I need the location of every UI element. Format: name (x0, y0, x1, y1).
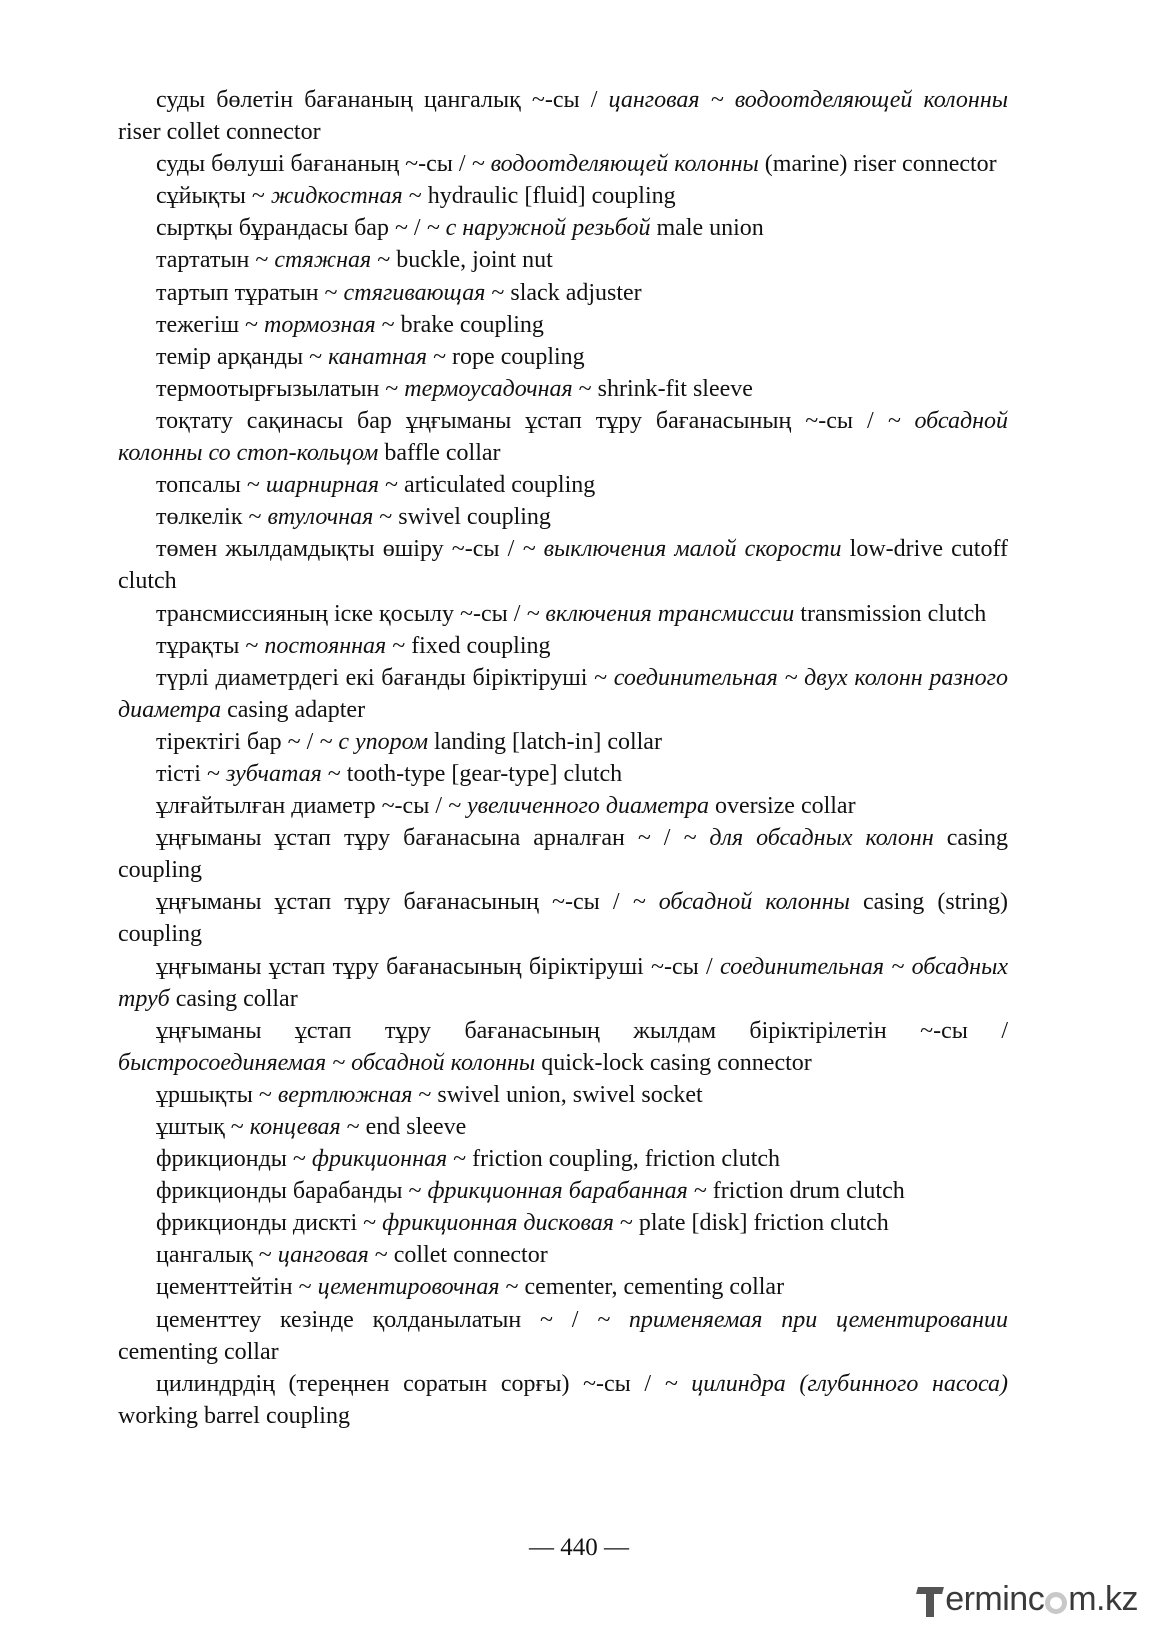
termincom-logo (917, 1580, 1138, 1619)
entry-russian-term: ~ применяемая при цементировании (597, 1306, 1009, 1333)
entry-kazakh-term: түрлі диаметрдегі екі бағанды біріктіруші ~ (156, 664, 614, 691)
entry-kazakh-term: ұңғыманы ұстап тұру бағанасына арналған ~ / (156, 825, 684, 852)
entry-english-term: ~ collet connector (368, 1242, 548, 1269)
dictionary-entry (118, 1143, 1008, 1175)
entry-kazakh-term: тартатын ~ (156, 247, 275, 274)
dictionary-entry (118, 148, 1008, 180)
entry-russian-term: ~ водоотделяющей колонны (471, 151, 759, 178)
entry-russian-term: фрикционная (311, 1146, 448, 1173)
entry-russian-term: стяжная (274, 247, 372, 274)
dictionary-entry (118, 373, 1008, 405)
entry-russian-term: концевая (249, 1114, 341, 1140)
dictionary-entry (118, 630, 1008, 662)
entry-russian-term: тормозная (264, 311, 376, 338)
logo-text-part2: m.kz (1068, 1580, 1138, 1618)
entry-kazakh-term: төмен жылдамдықты өшіру ~-сы / (156, 536, 523, 563)
entry-russian-term: термоусадочная (404, 375, 573, 402)
dictionary-entry (118, 309, 1008, 341)
dictionary-entry (118, 341, 1008, 373)
dictionary-entry (118, 1015, 1008, 1079)
dictionary-entry (118, 1079, 1008, 1111)
entry-kazakh-term: цементтейтін ~ (156, 1274, 318, 1301)
entry-english-term: ~ swivel union, swivel socket (412, 1081, 703, 1108)
dictionary-entry (118, 758, 1008, 790)
entry-english-term: ~ hydraulic [fluid] coupling (402, 183, 676, 210)
entry-kazakh-term: тартып тұратын ~ (156, 279, 344, 306)
entry-russian-term: фрикционная дисковая (382, 1210, 614, 1237)
dictionary-entries (118, 84, 1008, 1432)
entry-russian-term: соединительная ~ двух колонн разного диаметра (118, 664, 1008, 723)
entry-kazakh-term: төлкелік ~ (156, 504, 268, 531)
dictionary-entry (118, 405, 1008, 469)
entry-kazakh-term: трансмиссияның іске қосылу ~-сы / (156, 600, 527, 627)
entry-english-term: working barrel coupling (118, 1402, 350, 1429)
entry-kazakh-term: термоотырғызылатын ~ (156, 375, 405, 402)
entry-english-term: landing [latch-in] collar (428, 728, 662, 755)
dictionary-entry (118, 1239, 1008, 1271)
entry-russian-term: зубчатая (225, 760, 322, 787)
entry-kazakh-term: тұрақты ~ (156, 632, 265, 659)
dictionary-entry (118, 469, 1008, 501)
entry-kazakh-term: фрикционды дискті ~ (156, 1210, 383, 1237)
entry-kazakh-term: цементтеу кезінде қолданылатын ~ / (156, 1306, 598, 1333)
entry-kazakh-term: суды бөлуші бағананың ~-сы / (156, 151, 472, 178)
entry-kazakh-term: фрикционды барабанды ~ (156, 1178, 428, 1205)
entry-kazakh-term: темір арқанды ~ (156, 343, 329, 370)
dictionary-entry (118, 662, 1008, 726)
entry-english-term: casing (string) coupling (118, 889, 1008, 948)
entry-english-term: ~ tooth-type [gear-type] clutch (321, 760, 623, 787)
entry-kazakh-term: ұлғайтылған диаметр ~-сы / (156, 793, 448, 820)
entry-english-term: ~ cementer, cementing collar (499, 1274, 785, 1301)
entry-english-term: transmission clutch (794, 600, 987, 627)
dictionary-entry (118, 886, 1008, 950)
entry-english-term: ~ friction drum clutch (687, 1178, 905, 1205)
entry-russian-term: фрикционная барабанная (427, 1178, 688, 1205)
entry-kazakh-term: суды бөлетін бағананың цангалық ~-сы / (156, 87, 609, 113)
entry-kazakh-term: ұңғыманы ұстап тұру бағанасының жылдам біріктірілетін ~-сы / (156, 1017, 1008, 1044)
dictionary-entry (118, 244, 1008, 276)
dictionary-entry (118, 1271, 1008, 1303)
entry-english-term: oversize collar (708, 793, 856, 820)
entry-russian-term: цанговая (277, 1242, 369, 1269)
entry-russian-term: втулочная (267, 504, 374, 531)
dictionary-entry (118, 1111, 1008, 1143)
dictionary-entry (118, 822, 1008, 886)
entry-russian-term: ~ с наружной резьбой (426, 215, 651, 242)
dictionary-entry (118, 790, 1008, 822)
entry-english-term: ~ friction coupling, friction clutch (447, 1146, 781, 1173)
entry-kazakh-term: тежегіш ~ (156, 311, 265, 338)
entry-english-term: riser collet connector (118, 119, 321, 146)
entry-russian-term: вертлюжная (277, 1081, 413, 1108)
entry-russian-term: ~ цилиндра (глубинного насоса) (664, 1370, 1008, 1397)
entry-kazakh-term: ұштық ~ (156, 1114, 250, 1140)
entry-kazakh-term: цангалық ~ (156, 1242, 278, 1269)
entry-english-term: casing coupling (118, 825, 1009, 884)
entry-russian-term: ~ обсадной колонны со стоп-кольцом (118, 407, 1008, 467)
entry-russian-term: цанговая ~ водоотделяющей колонны (608, 87, 1008, 113)
entry-english-term: ~ swivel coupling (373, 504, 551, 531)
entry-russian-term: ~ выключения малой скорости (522, 536, 842, 563)
entry-kazakh-term: ұңғыманы ұстап тұру бағанасының біріктіруші ~-сы / (156, 953, 721, 980)
dictionary-entry (118, 277, 1008, 309)
entry-english-term: low-drive cutoff clutch (118, 536, 1008, 595)
entry-kazakh-term: тоқтату сақинасы бар ұңғыманы ұстап тұру бағанасының ~-сы / (156, 407, 888, 434)
dictionary-entry (118, 951, 1008, 1015)
entry-russian-term: ~ для обсадных колонн (683, 825, 934, 852)
entry-english-term: ~ slack adjuster (485, 279, 642, 306)
entry-english-term: ~ buckle, joint nut (371, 247, 553, 274)
dictionary-entry (118, 1368, 1008, 1432)
page-number: — 440 — (529, 1534, 629, 1561)
entry-english-term: ~ fixed coupling (386, 632, 551, 659)
entry-russian-term: стягивающая (343, 279, 486, 306)
dictionary-entry (118, 180, 1008, 212)
entry-english-term: ~ plate [disk] friction clutch (613, 1210, 889, 1237)
dictionary-entry (118, 533, 1008, 597)
entry-kazakh-term: сыртқы бұрандасы бар ~ / (156, 215, 427, 242)
dictionary-entry (118, 1175, 1008, 1207)
entry-russian-term: шарнирная (265, 472, 380, 499)
logo-t-icon (917, 1583, 943, 1617)
entry-russian-term: постоянная (264, 632, 387, 659)
entry-russian-term: ~ обсадной колонны (632, 889, 850, 916)
entry-kazakh-term: фрикционды ~ (156, 1146, 312, 1173)
entry-kazakh-term: ұңғыманы ұстап тұру бағанасының ~-сы / (156, 889, 633, 916)
entry-russian-term: соединительная ~ обсадных труб (118, 953, 1008, 1012)
entry-english-term: baffle collar (378, 440, 501, 467)
entry-english-term: quick-lock casing connector (535, 1049, 812, 1076)
entry-russian-term: быстросоединяемая ~ обсадной колонны (118, 1049, 536, 1076)
logo-text-part1: erminc (945, 1580, 1045, 1618)
entry-russian-term: канатная (328, 343, 428, 370)
entry-english-term: cementing collar (118, 1338, 279, 1365)
dictionary-entry (118, 84, 1008, 148)
dictionary-entry (118, 1304, 1008, 1368)
entry-kazakh-term: топсалы ~ (156, 472, 266, 499)
entry-english-term: ~ end sleeve (340, 1114, 467, 1140)
logo-o-icon (1045, 1592, 1067, 1614)
entry-russian-term: ~ увеличенного диаметра (448, 793, 709, 820)
entry-kazakh-term: сұйықты ~ (156, 183, 271, 210)
entry-russian-term: ~ с упором (319, 728, 429, 755)
dictionary-entry (118, 598, 1008, 630)
entry-kazakh-term: ұршықты ~ (156, 1081, 278, 1108)
entry-english-term: ~ brake coupling (375, 311, 544, 338)
entry-kazakh-term: тісті ~ (156, 760, 226, 787)
entry-english-term: ~ shrink-fit sleeve (572, 375, 753, 402)
dictionary-entry (118, 726, 1008, 758)
entry-english-term: ~ rope coupling (427, 343, 585, 370)
entry-english-term: male union (650, 215, 764, 242)
entry-english-term: ~ articulated coupling (379, 472, 596, 499)
entry-russian-term: ~ включения трансмиссии (526, 600, 795, 627)
dictionary-entry (118, 212, 1008, 244)
entry-english-term: casing collar (169, 985, 298, 1012)
dictionary-entry (118, 1207, 1008, 1239)
entry-english-term: (marine) riser connector (758, 151, 997, 178)
entry-english-term: casing adapter (221, 696, 366, 723)
dictionary-entry (118, 501, 1008, 533)
entry-kazakh-term: тіректігі бар ~ / (156, 728, 320, 755)
entry-russian-term: жидкостная (270, 183, 403, 210)
entry-kazakh-term: цилиндрдің (тереңнен соратын сорғы) ~-сы / (156, 1370, 665, 1397)
entry-russian-term: цементировочная (317, 1274, 500, 1301)
